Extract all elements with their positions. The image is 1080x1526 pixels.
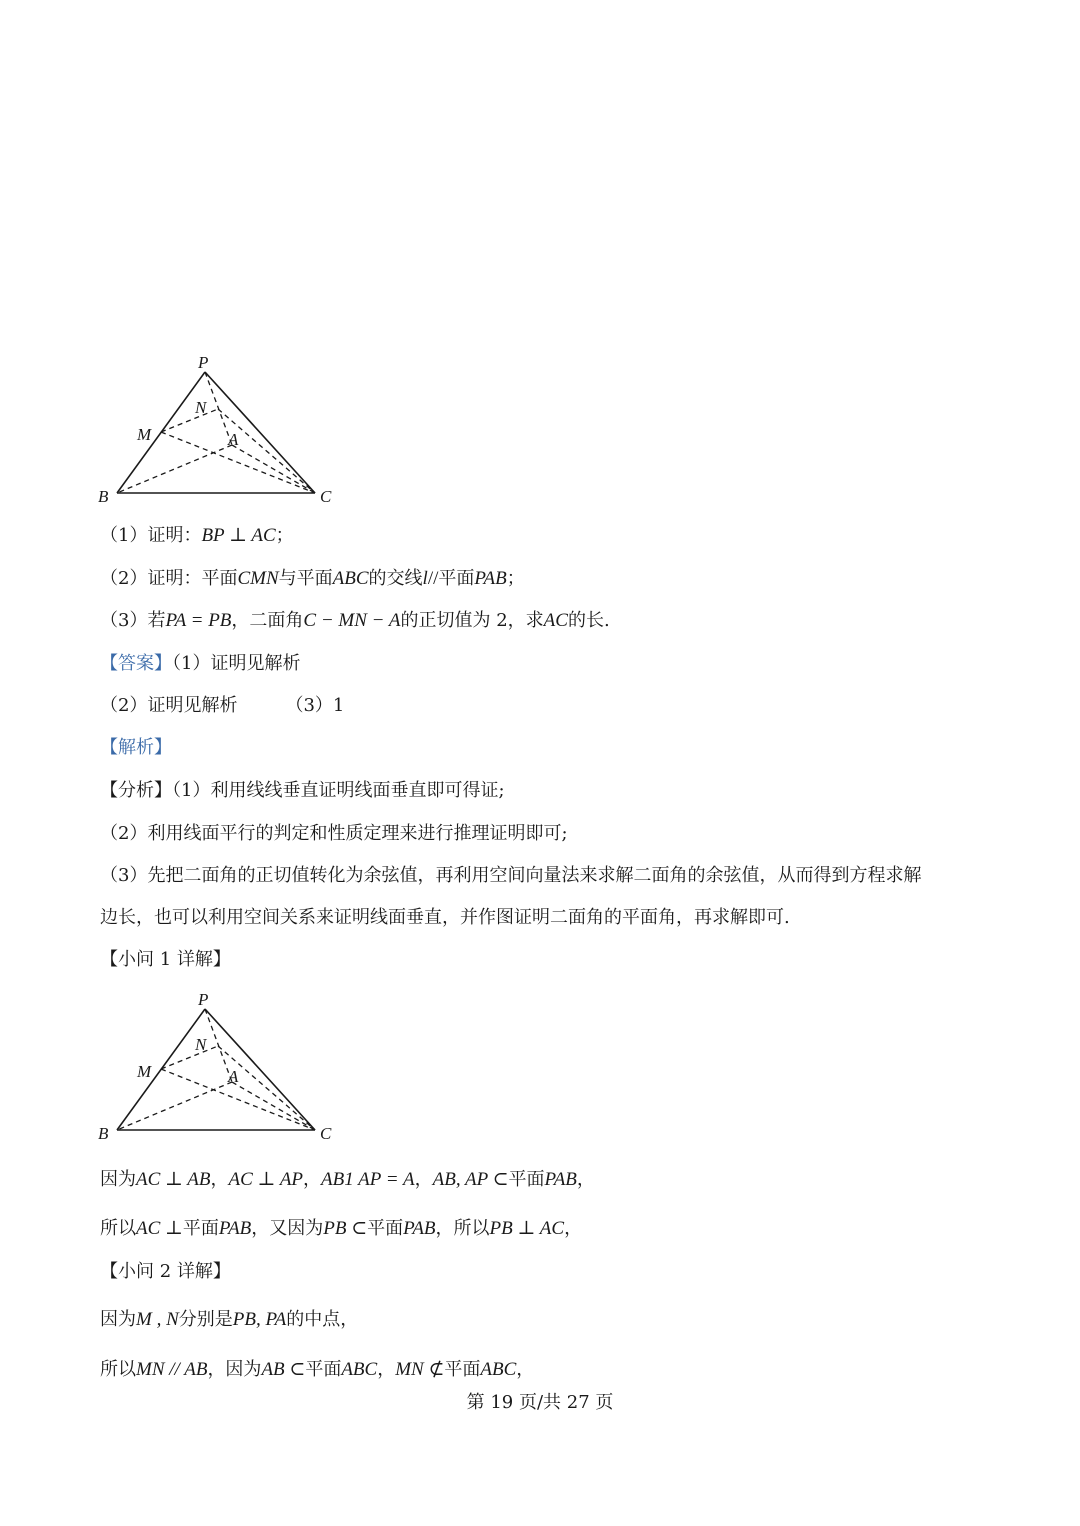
page-number: 第 19 页/共 27 页 [466, 1392, 614, 1413]
label-b: B [98, 487, 109, 506]
label-a: A [228, 430, 239, 449]
tetrahedron-diagram [90, 987, 350, 1147]
detail-2-line-2: 所以MN // AB，因为AB ⊂平面ABC，MN ⊄平面ABC， [100, 1359, 535, 1380]
detail-1-heading: 【小问 1 详解】 [100, 949, 231, 970]
detail-2-line-1: 因为M , N分别是PB, PA的中点， [100, 1309, 359, 1330]
question-3: （3）若PA = PB，二面角C − MN − A的正切值为 2，求AC的长. [100, 610, 610, 631]
edge-pc [205, 372, 315, 493]
label-n: N [195, 1035, 207, 1054]
segment-nc [218, 409, 315, 493]
detail-2-heading: 【小问 2 详解】 [100, 1261, 231, 1282]
label-n: N [195, 398, 207, 417]
tetrahedron-figure-2 [90, 987, 350, 1151]
label-c: C [320, 487, 332, 506]
tetrahedron-diagram [90, 350, 350, 510]
fenxi-line-2: （2）利用线面平行的判定和性质定理来进行推理证明即可; [100, 823, 568, 844]
answer-tag: 【答案】 [100, 653, 172, 674]
edge-ac [232, 445, 315, 493]
label-c: C [320, 1124, 332, 1143]
edge-ac [232, 1082, 315, 1130]
label-p: P [198, 990, 209, 1009]
segment-nc [218, 1046, 315, 1130]
label-m: M [137, 425, 152, 444]
detail-1-line-1: 因为AC ⊥ AB，AC ⊥ AP，AB1 AP = A，AB, AP ⊂平面PAB， [100, 1169, 595, 1190]
edge-pc [205, 1009, 315, 1130]
label-p: P [198, 353, 209, 372]
answer-line-1: 【答案】（1）证明见解析 [100, 653, 301, 674]
label-m: M [137, 1062, 152, 1081]
page-footer [0, 1390, 1080, 1416]
label-b: B [98, 1124, 109, 1143]
label-a: A [228, 1067, 239, 1086]
fenxi-line-3: （3）先把二面角的正切值转化为余弦值，再利用空间向量法来求解二面角的余弦值，从而得到方程求解 [100, 865, 922, 886]
fenxi-line-4: 边长，也可以利用空间关系来证明线面垂直，并作图证明二面角的平面角，再求解即可. [100, 907, 790, 928]
question-1: （1）证明：BP ⊥ AC； [100, 525, 294, 546]
question-2: （2）证明：平面CMN与平面ABC的交线l//平面PAB； [100, 568, 525, 589]
fenxi-line-1: 【分析】（1）利用线线垂直证明线面垂直即可得证; [100, 780, 505, 801]
analysis-tag: 【解析】 [100, 737, 172, 758]
detail-1-line-2: 所以AC ⊥平面PAB，又因为PB ⊂平面PAB，所以PB ⊥ AC， [100, 1218, 583, 1239]
tetrahedron-figure-1 [90, 350, 350, 514]
answer-line-2: （2）证明见解析 （3）1 [100, 695, 345, 716]
